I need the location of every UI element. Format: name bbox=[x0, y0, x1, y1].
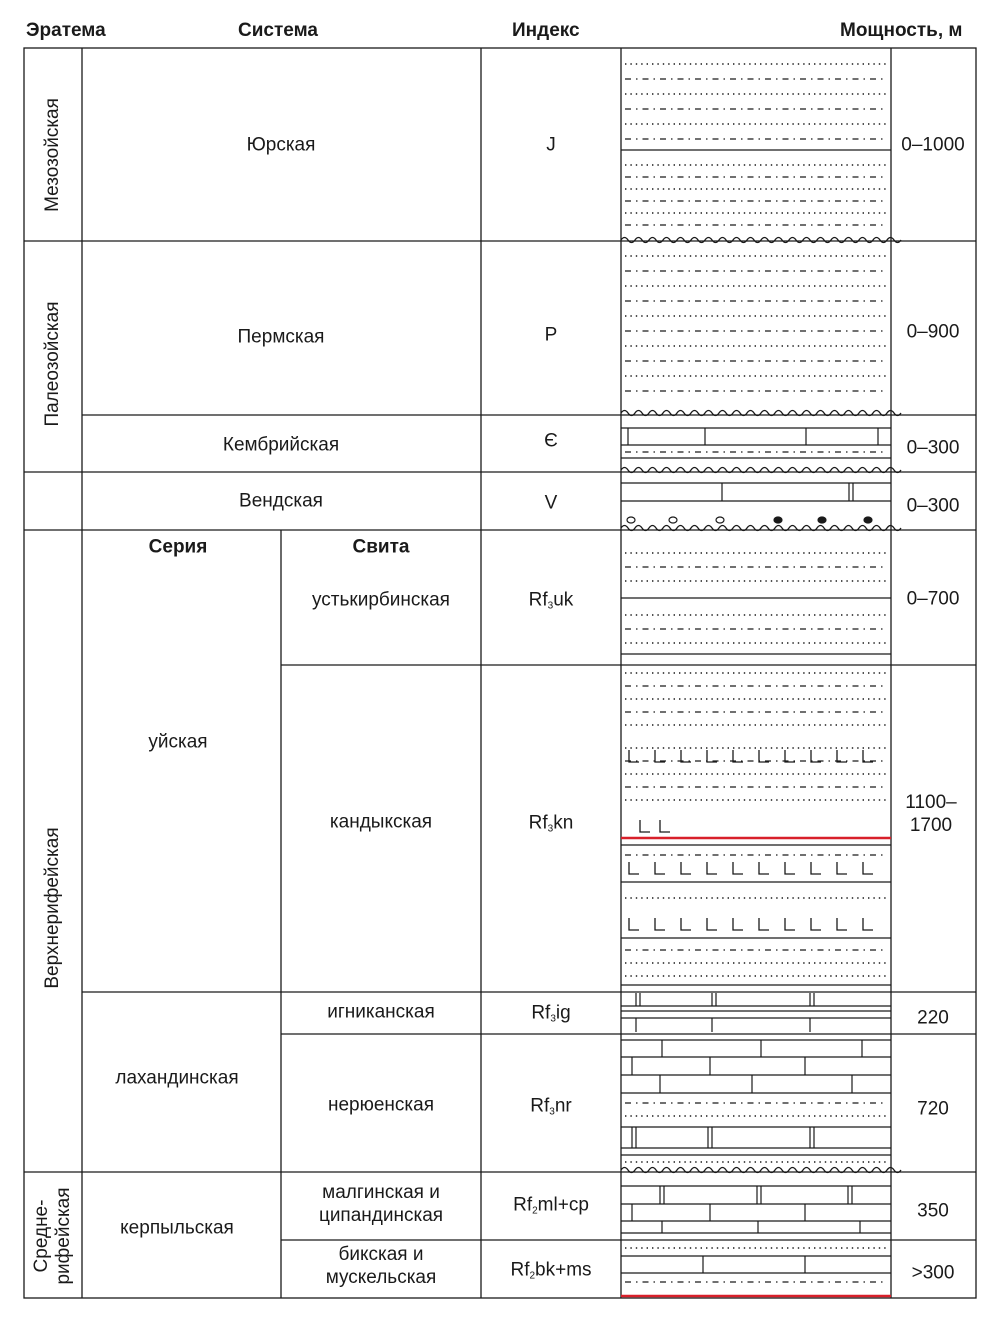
pebble-sign bbox=[669, 517, 677, 523]
era-middle-riphean-line2: рифейская bbox=[53, 1187, 74, 1285]
index-bikskaya: $Rf_2bk+ms$ bbox=[510, 1259, 592, 1282]
basalt-sign bbox=[837, 750, 847, 762]
thickness-vendian: 0–300 bbox=[906, 495, 960, 517]
suite-bikskaya-line2: мускельская bbox=[325, 1267, 437, 1288]
thickness-permian: 0–900 bbox=[906, 321, 960, 343]
basalt-sign bbox=[707, 918, 717, 930]
basalt-sign bbox=[733, 918, 743, 930]
era-middle-riphean bbox=[31, 1187, 75, 1284]
thickness-kandykskaya bbox=[905, 792, 956, 838]
index-malginskaya: $Rf_2ml+cp$ bbox=[513, 1194, 589, 1217]
thickness-ignikanskaya: 220 bbox=[917, 1007, 949, 1029]
pebble-sign bbox=[627, 517, 635, 523]
thickness-kandykskaya-line2: 1700 bbox=[909, 815, 953, 836]
unconformity-wave bbox=[621, 1168, 901, 1173]
header-indeks: Индекс bbox=[512, 20, 580, 41]
basalt-sign bbox=[733, 862, 743, 874]
suite-ustkirbinskaya: устькирбинская bbox=[312, 589, 450, 611]
thickness-ustkirbinskaya: 0–700 bbox=[906, 588, 960, 610]
index-vendian: V bbox=[544, 492, 558, 514]
system-permian: Пермская bbox=[237, 326, 325, 348]
series-uiskaya: уйская bbox=[148, 731, 208, 753]
system-cambrian: Кембрийская bbox=[222, 434, 340, 456]
subheader-seriya: Серия bbox=[148, 536, 208, 558]
pebble-sign bbox=[864, 517, 872, 523]
era-upper-riphean: Верхнерифейская bbox=[42, 827, 64, 989]
thickness-cambrian: 0–300 bbox=[906, 437, 960, 459]
basalt-sign bbox=[655, 750, 665, 762]
series-kerpylskaya: керпыльская bbox=[120, 1217, 234, 1239]
thickness-malginskaya: 350 bbox=[917, 1200, 949, 1222]
basalt-sign bbox=[863, 918, 873, 930]
unconformity-wave bbox=[621, 526, 901, 531]
basalt-sign bbox=[759, 750, 769, 762]
suite-malginskaya-line2: ципандинская bbox=[318, 1205, 444, 1226]
basalt-sign bbox=[785, 918, 795, 930]
header-eratema: Эратема bbox=[26, 20, 106, 41]
header-sistema: Система bbox=[238, 20, 318, 41]
suite-bikskaya bbox=[326, 1244, 437, 1290]
header-moshchnost: Мощность, м bbox=[840, 20, 963, 41]
suite-bikskaya-line1: бикская и bbox=[338, 1244, 424, 1266]
basalt-sign bbox=[660, 820, 670, 832]
unconformity-wave bbox=[621, 411, 901, 416]
thickness-kandykskaya-line1: 1100– bbox=[905, 792, 957, 814]
index-permian: P bbox=[544, 324, 558, 346]
pebble-sign bbox=[774, 517, 782, 523]
basalt-sign bbox=[629, 918, 639, 930]
pebble-sign bbox=[818, 517, 826, 523]
basalt-sign bbox=[681, 750, 691, 762]
suite-malginskaya bbox=[319, 1182, 443, 1228]
era-paleozoic: Палеозойская bbox=[42, 301, 64, 427]
basalt-sign bbox=[837, 918, 847, 930]
suite-ignikanskaya: игниканская bbox=[327, 1001, 435, 1023]
pebble-sign bbox=[716, 517, 724, 523]
basalt-sign bbox=[863, 750, 873, 762]
index-cambrian: Є bbox=[544, 430, 558, 452]
suite-malginskaya-line1: малгинская и bbox=[322, 1182, 440, 1204]
basalt-sign bbox=[785, 862, 795, 874]
basalt-sign bbox=[733, 750, 743, 762]
basalt-sign bbox=[759, 918, 769, 930]
basalt-sign bbox=[707, 862, 717, 874]
index-neryuenskaya: $Rf_3nr$ bbox=[530, 1095, 572, 1118]
subheader-svita: Свита bbox=[352, 536, 410, 558]
basalt-sign bbox=[707, 750, 717, 762]
index-jurassic: J bbox=[546, 134, 556, 156]
basalt-sign bbox=[811, 918, 821, 930]
basalt-sign bbox=[863, 862, 873, 874]
basalt-sign bbox=[681, 918, 691, 930]
suite-kandykskaya: кандыкская bbox=[329, 811, 433, 833]
basalt-sign bbox=[655, 862, 665, 874]
era-mesozoic: Мезозойская bbox=[42, 98, 64, 212]
index-ustkirbinskaya: $Rf_3uk$ bbox=[528, 589, 574, 612]
basalt-sign bbox=[811, 750, 821, 762]
basalt-sign bbox=[640, 820, 650, 832]
thickness-jurassic: 0–1000 bbox=[901, 134, 965, 156]
system-vendian: Вендская bbox=[239, 490, 323, 512]
basalt-sign bbox=[681, 862, 691, 874]
basalt-sign bbox=[629, 862, 639, 874]
system-jurassic: Юрская bbox=[246, 134, 316, 156]
basalt-sign bbox=[759, 862, 769, 874]
unconformity-wave bbox=[621, 238, 901, 243]
series-lakhandinskaya: лахандинская bbox=[115, 1067, 239, 1089]
basalt-sign bbox=[785, 750, 795, 762]
basalt-sign bbox=[629, 750, 639, 762]
basalt-sign bbox=[655, 918, 665, 930]
basalt-sign bbox=[837, 862, 847, 874]
era-middle-riphean-line1: Средне- bbox=[31, 1199, 53, 1273]
suite-neryuenskaya: нерюенская bbox=[327, 1094, 435, 1116]
thickness-bikskaya: >300 bbox=[911, 1262, 955, 1284]
unconformity-wave bbox=[621, 468, 901, 473]
index-kandykskaya: $Rf_3kn$ bbox=[528, 812, 574, 835]
index-ignikanskaya: $Rf_3ig$ bbox=[531, 1002, 571, 1025]
basalt-sign bbox=[811, 862, 821, 874]
thickness-neryuenskaya: 720 bbox=[917, 1098, 949, 1120]
